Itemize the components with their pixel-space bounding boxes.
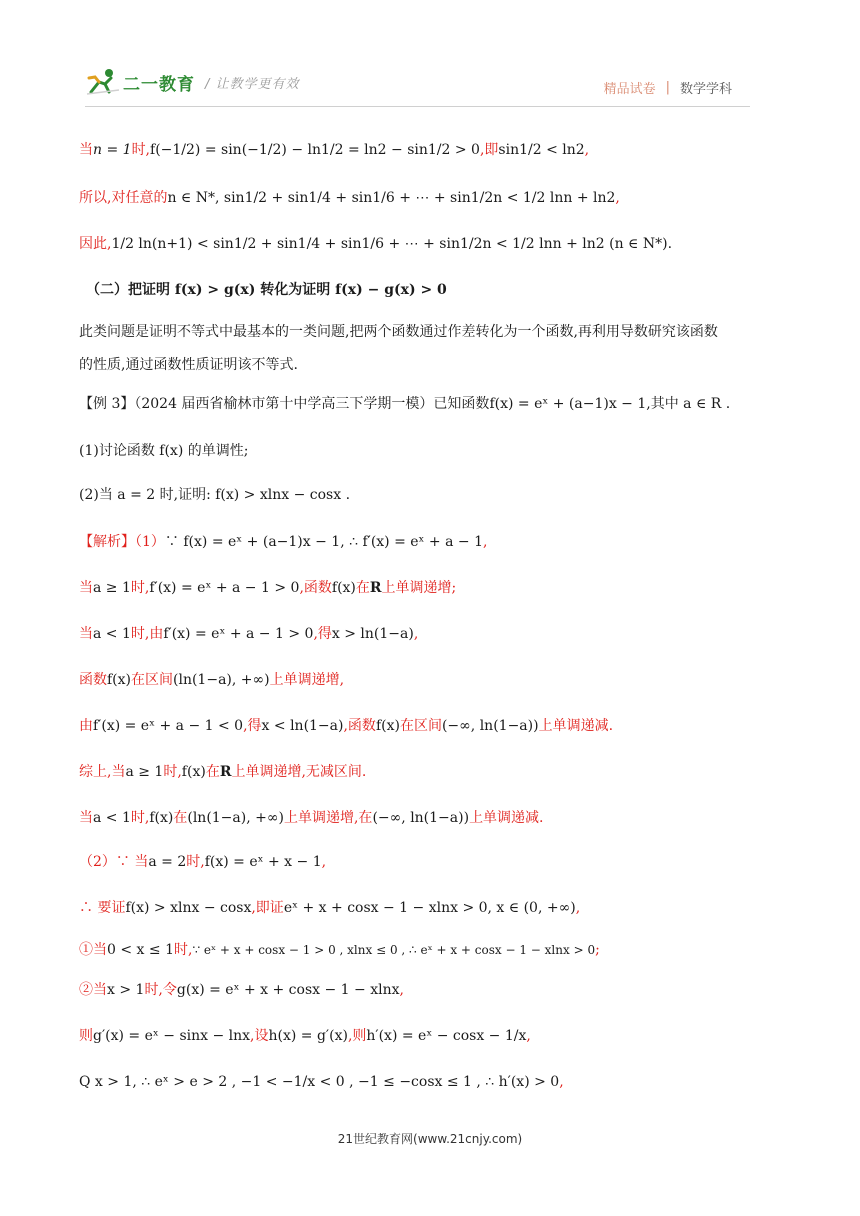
math: a ≥ 1 bbox=[125, 764, 164, 780]
runner-logo-icon bbox=[85, 68, 121, 96]
text: , bbox=[321, 854, 327, 870]
math: (−∞, ln(1−a)) bbox=[372, 810, 470, 826]
line-18 bbox=[79, 940, 600, 960]
line-12 bbox=[79, 670, 344, 690]
math: sin1/2 < ln2 bbox=[498, 142, 585, 158]
math: f(−1/2) = sin(−1/2) − ln1/2 = ln2 − sin1/2 > 0 bbox=[150, 142, 480, 158]
text: ②当 bbox=[79, 982, 107, 998]
tag-premium: 精品试卷 bbox=[603, 82, 656, 97]
math: n = 1 bbox=[93, 142, 132, 158]
line-19 bbox=[79, 980, 404, 1000]
line-13 bbox=[79, 716, 613, 736]
math: f(x) bbox=[107, 672, 132, 688]
text: 在 bbox=[205, 764, 220, 780]
header-tags bbox=[604, 78, 732, 97]
brand-name: 二一教育 bbox=[123, 74, 195, 95]
math: 0 < x ≤ 1 bbox=[107, 942, 174, 958]
math: R bbox=[369, 580, 382, 596]
text: ,设 bbox=[250, 1028, 269, 1044]
line-10 bbox=[79, 578, 456, 598]
text: ,函数 bbox=[299, 580, 332, 596]
slogan: / 让教学更有效 bbox=[205, 76, 300, 92]
line-14 bbox=[79, 762, 366, 782]
math: x > 1 bbox=[107, 982, 145, 998]
math: f′(x) = eˣ + a − 1 < 0 bbox=[93, 718, 244, 734]
text: 上单调递增, bbox=[269, 672, 345, 688]
logo bbox=[85, 68, 300, 96]
line-21 bbox=[79, 1072, 564, 1092]
text: ,则 bbox=[347, 1028, 367, 1044]
math: h(x) = g′(x) bbox=[268, 1028, 348, 1044]
text: 在 bbox=[355, 580, 370, 596]
math: a < 1 bbox=[93, 626, 131, 642]
math: x > ln(1−a) bbox=[331, 626, 414, 642]
text: , bbox=[483, 534, 488, 550]
text: 时, bbox=[131, 142, 151, 158]
text: 时, bbox=[173, 942, 193, 958]
example-heading bbox=[79, 394, 730, 414]
text: 时, bbox=[130, 810, 150, 826]
line-15 bbox=[79, 808, 544, 828]
text: 综上,当 bbox=[79, 764, 126, 780]
math: Q x > 1, ∴ eˣ > e > 2 , −1 < −1/x < 0 , −1 ≤ −cosx ≤ 1 , ∴ h′(x) > 0 bbox=[79, 1074, 560, 1090]
math: g′(x) = eˣ − sinx − lnx bbox=[93, 1028, 251, 1044]
text: 由 bbox=[79, 718, 93, 734]
text: 【例 3】（2024 届西省榆林市第十中学高三下学期一模）已知函数 bbox=[79, 396, 490, 412]
math: a ≥ 1 bbox=[93, 580, 131, 596]
text: ①当 bbox=[79, 942, 107, 958]
line-16 bbox=[79, 852, 326, 872]
paragraph-line-a: 此类问题是证明不等式中最基本的一类问题,把两个函数通过作差转化为一个函数,再利用导数研究该函数 bbox=[79, 324, 718, 340]
text: 时, bbox=[130, 580, 150, 596]
math: ∵ eˣ + x + cosx − 1 > 0 , xlnx ≤ 0 , ∴ eˣ + x + cosx − 1 − xlnx > 0 bbox=[192, 943, 596, 957]
header-divider bbox=[85, 106, 750, 107]
math: f(x) bbox=[149, 810, 174, 826]
text: 因此, bbox=[79, 236, 112, 252]
text: 在区间 bbox=[399, 718, 442, 734]
math: f′(x) = eˣ + a − 1 > 0 bbox=[149, 580, 300, 596]
question-1: (1)讨论函数 f(x) 的单调性; bbox=[79, 443, 249, 459]
text: 在 bbox=[173, 810, 188, 826]
text: 上单调递增,无减区间. bbox=[231, 764, 367, 780]
text: , bbox=[615, 190, 620, 206]
line-20 bbox=[79, 1026, 531, 1046]
math: eˣ + x + cosx − 1 − xlnx > 0, x ∈ (0, +∞) bbox=[283, 900, 576, 916]
text: 所以,对任意的 bbox=[79, 190, 168, 206]
math: a < 1 bbox=[93, 810, 131, 826]
text: , bbox=[559, 1074, 564, 1090]
math: x < ln(1−a) bbox=[261, 718, 344, 734]
math: f(x) > xlnx − cosx bbox=[125, 900, 252, 916]
text: ,即 bbox=[479, 142, 499, 158]
text: . bbox=[667, 236, 673, 252]
text: , bbox=[584, 142, 590, 158]
paragraph-line-b: 的性质,通过函数性质证明该不等式. bbox=[79, 357, 298, 373]
text: 时,由 bbox=[130, 626, 164, 642]
solution-start bbox=[79, 532, 487, 552]
text: ,其中 a ∈ R . bbox=[646, 396, 731, 412]
text: , bbox=[575, 900, 581, 916]
math: f(x) = eˣ + x − 1 bbox=[204, 854, 322, 870]
math: (ln(1−a), +∞) bbox=[187, 810, 284, 826]
math: R bbox=[219, 764, 232, 780]
math: 1/2 ln(n+1) < sin1/2 + sin1/4 + sin1/6 + ⋯ + sin1/2n < 1/2 lnn + ln2 (n ∈ N*) bbox=[111, 236, 668, 252]
text: 上单调递减. bbox=[538, 718, 614, 734]
math: f(x) bbox=[181, 764, 206, 780]
question-2: (2)当 a = 2 时,证明: f(x) > xlnx − cosx . bbox=[79, 487, 351, 503]
text: （2）∵ 当 bbox=[79, 854, 149, 870]
math: f(x) bbox=[331, 580, 356, 596]
line-2 bbox=[79, 188, 620, 208]
text: 【解析】（1） bbox=[79, 534, 165, 550]
math: (ln(1−a), +∞) bbox=[173, 672, 270, 688]
text: 上单调递增,在 bbox=[283, 810, 373, 826]
text: 当 bbox=[79, 142, 93, 158]
text: 时, bbox=[186, 854, 205, 870]
page-footer: 21世纪教育网(www.21cnjy.com) bbox=[337, 1132, 523, 1146]
math: f(x) bbox=[375, 718, 400, 734]
math: a = 2 bbox=[148, 854, 187, 870]
line-3 bbox=[79, 234, 672, 254]
slogan-text: 让教学更有效 bbox=[215, 76, 300, 92]
math: n ∈ N*, sin1/2 + sin1/4 + sin1/6 + ⋯ + sin1/2n < 1/2 lnn + ln2 bbox=[167, 190, 616, 206]
text: , bbox=[413, 626, 419, 642]
section-heading: （二）把证明 f(x) > g(x) 转化为证明 f(x) − g(x) > 0 bbox=[86, 282, 447, 298]
text: 上单调递减. bbox=[469, 810, 544, 826]
math: f(x) = eˣ + (a−1)x − 1 bbox=[489, 396, 647, 412]
line-11 bbox=[79, 624, 418, 644]
text: 上单调递增; bbox=[381, 580, 457, 596]
line-1 bbox=[79, 140, 589, 160]
page-header bbox=[85, 68, 750, 104]
text: 时,令 bbox=[144, 982, 177, 998]
text: 则 bbox=[79, 1028, 93, 1044]
text: , bbox=[526, 1028, 531, 1044]
text: , bbox=[399, 982, 404, 998]
text: ,得 bbox=[313, 626, 332, 642]
text: ,即证 bbox=[251, 900, 284, 916]
line-17 bbox=[79, 898, 580, 918]
text: ; bbox=[595, 942, 600, 958]
text: 当 bbox=[79, 580, 93, 596]
text: ,得 bbox=[243, 718, 262, 734]
text: ,函数 bbox=[343, 718, 376, 734]
text: 当 bbox=[79, 626, 93, 642]
math: h′(x) = eˣ − cosx − 1/x bbox=[366, 1028, 527, 1044]
text: 在区间 bbox=[131, 672, 174, 688]
text: 函数 bbox=[79, 672, 107, 688]
text: ∴ 要证 bbox=[79, 900, 126, 916]
tag-subject: 数学学科 bbox=[679, 82, 732, 97]
text: 当 bbox=[79, 810, 93, 826]
math: (−∞, ln(1−a)) bbox=[441, 718, 539, 734]
math: f′(x) = eˣ + a − 1 > 0 bbox=[163, 626, 314, 642]
header-separator: | bbox=[665, 80, 670, 95]
math: ∵ f(x) = eˣ + (a−1)x − 1, ∴ f′(x) = eˣ + a − 1 bbox=[164, 534, 483, 550]
text: 时, bbox=[163, 764, 182, 780]
math: g(x) = eˣ + x + cosx − 1 − xlnx bbox=[176, 982, 400, 998]
